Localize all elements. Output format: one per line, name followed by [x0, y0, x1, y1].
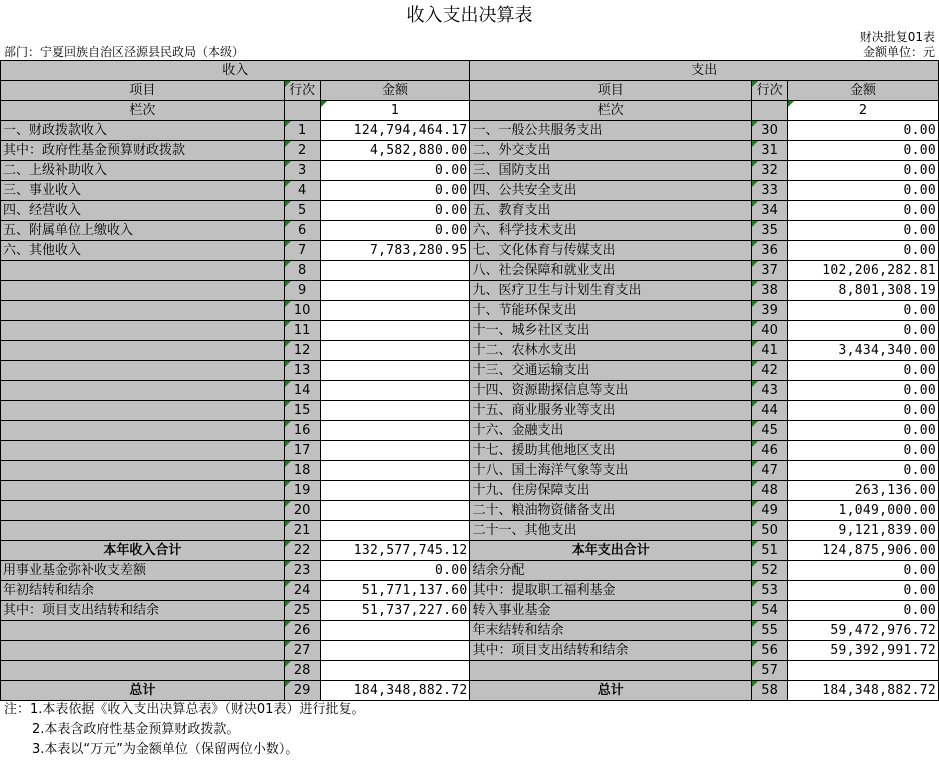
- expense-rowno-cell: 53: [752, 581, 788, 601]
- expense-rowno-cell: 58: [752, 681, 788, 701]
- income-item-cell: [1, 301, 285, 321]
- income-amount-cell: [320, 501, 470, 521]
- expense-item-header: 项目: [470, 81, 752, 101]
- income-rowno-cell: 12: [284, 341, 320, 361]
- expense-item-cell: 结余分配: [470, 561, 752, 581]
- expense-item-cell: 十七、援助其他地区支出: [470, 441, 752, 461]
- table-row: [1, 641, 939, 661]
- expense-item-cell: 七、文化体育与传媒支出: [470, 241, 752, 261]
- expense-item-cell: 十一、城乡社区支出: [470, 321, 752, 341]
- table-row: [1, 181, 939, 201]
- income-rowno-cell: 11: [284, 321, 320, 341]
- expense-rowno-cell: 48: [752, 481, 788, 501]
- expense-rowno-cell: 56: [752, 641, 788, 661]
- income-rowno-cell: 14: [284, 381, 320, 401]
- income-expense-table: [0, 60, 939, 701]
- income-item-cell: [1, 621, 285, 641]
- income-amount-cell: [320, 461, 470, 481]
- table-body: [1, 121, 939, 701]
- expense-amount-cell: 184,348,882.72: [788, 681, 939, 701]
- income-amount-cell: [320, 321, 470, 341]
- department-label: 部门：宁夏回族自治区泾源县民政局（本级）: [4, 45, 245, 59]
- expense-item-cell: 九、医疗卫生与计划生育支出: [470, 281, 752, 301]
- expense-amount-cell: 0.00: [788, 321, 939, 341]
- expense-item-cell: 十八、国土海洋气象等支出: [470, 461, 752, 481]
- table-row: [1, 141, 939, 161]
- expense-item-cell: 十、节能环保支出: [470, 301, 752, 321]
- expense-item-cell: 一、一般公共服务支出: [470, 121, 752, 141]
- expense-amount-cell: 9,121,839.00: [788, 521, 939, 541]
- expense-amount-cell: 102,206,282.81: [788, 261, 939, 281]
- income-rowno-cell: 6: [284, 221, 320, 241]
- income-rowno-cell: 15: [284, 401, 320, 421]
- table-row: [1, 361, 939, 381]
- expense-amount-cell: 0.00: [788, 361, 939, 381]
- income-item-cell: 四、经营收入: [1, 201, 285, 221]
- table-row: [1, 441, 939, 461]
- income-rowno-cell: 26: [284, 621, 320, 641]
- expense-rowno-cell: 51: [752, 541, 788, 561]
- income-amount-cell: 4,582,880.00: [320, 141, 470, 161]
- income-item-header: 项目: [1, 81, 285, 101]
- table-row: [1, 521, 939, 541]
- income-rowno-cell: 10: [284, 301, 320, 321]
- income-item-cell: 一、财政拨款收入: [1, 121, 285, 141]
- income-rowno-cell: 13: [284, 361, 320, 381]
- table-row: [1, 281, 939, 301]
- note-3: 3.本表以“万元”为金额单位（保留两位小数）。: [32, 742, 299, 757]
- income-rowno-cell: 1: [284, 121, 320, 141]
- income-item-cell: [1, 441, 285, 461]
- income-amount-header: 金额: [320, 81, 470, 101]
- income-amount-cell: 7,783,280.95: [320, 241, 470, 261]
- income-item-cell: 其中：项目支出结转和结余: [1, 601, 285, 621]
- expense-item-cell: 四、公共安全支出: [470, 181, 752, 201]
- expense-item-cell: 其中：提取职工福利基金: [470, 581, 752, 601]
- income-rowno-cell: 5: [284, 201, 320, 221]
- income-rowno-cell: 18: [284, 461, 320, 481]
- expense-item-cell: 十六、金融支出: [470, 421, 752, 441]
- income-amount-cell: [320, 281, 470, 301]
- expense-item-cell: 三、国防支出: [470, 161, 752, 181]
- income-rowno-cell: 16: [284, 421, 320, 441]
- expense-amount-cell: 1,049,000.00: [788, 501, 939, 521]
- expense-rowno-cell: 50: [752, 521, 788, 541]
- form-code: 财决批复01表: [859, 30, 935, 44]
- expense-amount-cell: 0.00: [788, 121, 939, 141]
- income-rowno-cell: 2: [284, 141, 320, 161]
- income-item-cell: [1, 361, 285, 381]
- expense-rowno-cell: 54: [752, 601, 788, 621]
- income-rowno-cell: 27: [284, 641, 320, 661]
- expense-amount-cell: 0.00: [788, 601, 939, 621]
- income-item-cell: [1, 481, 285, 501]
- income-amount-cell: [320, 361, 470, 381]
- expense-rowno-cell: 39: [752, 301, 788, 321]
- expense-item-cell: 其中：项目支出结转和结余: [470, 641, 752, 661]
- income-item-cell: 年初结转和结余: [1, 581, 285, 601]
- income-amount-cell: 0.00: [320, 221, 470, 241]
- expense-rowno-cell: 52: [752, 561, 788, 581]
- expense-amount-cell: 0.00: [788, 301, 939, 321]
- table-row: [1, 461, 939, 481]
- table-row: [1, 161, 939, 181]
- expense-amount-cell: 0.00: [788, 161, 939, 181]
- income-item-cell: [1, 661, 285, 681]
- table-row: [1, 321, 939, 341]
- income-item-cell: 五、附属单位上缴收入: [1, 221, 285, 241]
- expense-rowno-cell: 46: [752, 441, 788, 461]
- income-item-cell: [1, 381, 285, 401]
- expense-rowno-cell: 32: [752, 161, 788, 181]
- income-item-cell: [1, 341, 285, 361]
- income-amount-cell: [320, 301, 470, 321]
- expense-rowno-cell: 33: [752, 181, 788, 201]
- expense-rowno-cell: 42: [752, 361, 788, 381]
- income-item-cell: [1, 281, 285, 301]
- expense-item-cell: 十四、资源勘探信息等支出: [470, 381, 752, 401]
- table-row: [1, 401, 939, 421]
- income-rowno-cell: 17: [284, 441, 320, 461]
- expense-item-cell: 二十一、其他支出: [470, 521, 752, 541]
- income-amount-cell: [320, 401, 470, 421]
- table-row: [1, 421, 939, 441]
- expense-amount-cell: 0.00: [788, 201, 939, 221]
- table-row: [1, 581, 939, 601]
- expense-amount-cell: 0.00: [788, 241, 939, 261]
- expense-rowno-cell: 37: [752, 261, 788, 281]
- expense-rowno-cell: 44: [752, 401, 788, 421]
- table-row: [1, 341, 939, 361]
- expense-rowno-cell: 40: [752, 321, 788, 341]
- note-2: 2.本表含政府性基金预算财政拨款。: [32, 722, 240, 737]
- income-col-label: 栏次: [1, 101, 285, 121]
- expense-amount-cell: 0.00: [788, 581, 939, 601]
- expense-item-cell: 本年支出合计: [470, 541, 752, 561]
- income-rowno-header: 行次: [284, 81, 320, 101]
- income-item-cell: 用事业基金弥补收支差额: [1, 561, 285, 581]
- expense-amount-cell: 263,136.00: [788, 481, 939, 501]
- expense-item-cell: 转入事业基金: [470, 601, 752, 621]
- income-item-cell: [1, 321, 285, 341]
- table-row: [1, 221, 939, 241]
- table-row: [1, 561, 939, 581]
- income-amount-cell: 0.00: [320, 201, 470, 221]
- table-row: [1, 541, 939, 561]
- expense-amount-cell: 3,434,340.00: [788, 341, 939, 361]
- income-section-header: 收入: [1, 61, 470, 81]
- table-row: [1, 301, 939, 321]
- income-col-blank: [284, 101, 320, 121]
- income-amount-cell: [320, 521, 470, 541]
- income-amount-cell: 51,737,227.60: [320, 601, 470, 621]
- income-amount-cell: [320, 641, 470, 661]
- income-amount-cell: 51,771,137.60: [320, 581, 470, 601]
- expense-amount-cell: 0.00: [788, 141, 939, 161]
- table-row: [1, 481, 939, 501]
- table-row: [1, 241, 939, 261]
- expense-item-cell: 年末结转和结余: [470, 621, 752, 641]
- expense-rowno-cell: 30: [752, 121, 788, 141]
- expense-item-cell: 十五、商业服务业等支出: [470, 401, 752, 421]
- income-amount-cell: 0.00: [320, 561, 470, 581]
- income-item-cell: [1, 641, 285, 661]
- notes: [4, 700, 364, 760]
- income-amount-cell: [320, 441, 470, 461]
- income-rowno-cell: 22: [284, 541, 320, 561]
- table-row: [1, 661, 939, 681]
- income-rowno-cell: 29: [284, 681, 320, 701]
- expense-col-label: 栏次: [470, 101, 752, 121]
- expense-rowno-cell: 35: [752, 221, 788, 241]
- income-rowno-cell: 8: [284, 261, 320, 281]
- expense-rowno-cell: 47: [752, 461, 788, 481]
- expense-col-number: 2: [788, 101, 939, 121]
- income-item-cell: 六、其他收入: [1, 241, 285, 261]
- expense-rowno-cell: 41: [752, 341, 788, 361]
- income-amount-cell: 184,348,882.72: [320, 681, 470, 701]
- expense-rowno-cell: 55: [752, 621, 788, 641]
- expense-rowno-cell: 31: [752, 141, 788, 161]
- expense-amount-cell: 0.00: [788, 421, 939, 441]
- income-rowno-cell: 7: [284, 241, 320, 261]
- expense-rowno-header: 行次: [752, 81, 788, 101]
- income-col-number: 1: [320, 101, 470, 121]
- income-item-cell: [1, 421, 285, 441]
- income-amount-cell: [320, 341, 470, 361]
- expense-amount-cell: 124,875,906.00: [788, 541, 939, 561]
- income-rowno-cell: 9: [284, 281, 320, 301]
- expense-item-cell: 五、教育支出: [470, 201, 752, 221]
- income-amount-cell: [320, 661, 470, 681]
- expense-rowno-cell: 38: [752, 281, 788, 301]
- expense-amount-cell: 0.00: [788, 401, 939, 421]
- expense-amount-cell: 59,392,991.72: [788, 641, 939, 661]
- expense-item-cell: 十九、住房保障支出: [470, 481, 752, 501]
- expense-item-cell: 总计: [470, 681, 752, 701]
- table-row: [1, 681, 939, 701]
- expense-item-cell: 二十、粮油物资储备支出: [470, 501, 752, 521]
- income-rowno-cell: 19: [284, 481, 320, 501]
- expense-amount-cell: 0.00: [788, 181, 939, 201]
- expense-rowno-cell: 45: [752, 421, 788, 441]
- note-1: 注：1.本表依据《收入支出决算总表》（财决01表）进行批复。: [4, 702, 365, 717]
- income-amount-cell: [320, 481, 470, 501]
- income-rowno-cell: 28: [284, 661, 320, 681]
- income-item-cell: [1, 501, 285, 521]
- income-rowno-cell: 3: [284, 161, 320, 181]
- expense-amount-cell: 59,472,976.72: [788, 621, 939, 641]
- income-item-cell: [1, 261, 285, 281]
- income-amount-cell: [320, 381, 470, 401]
- income-amount-cell: 132,577,745.12: [320, 541, 470, 561]
- income-item-cell: [1, 521, 285, 541]
- expense-amount-cell: [788, 661, 939, 681]
- expense-rowno-cell: 43: [752, 381, 788, 401]
- income-item-cell: 其中：政府性基金预算财政拨款: [1, 141, 285, 161]
- income-amount-cell: 0.00: [320, 181, 470, 201]
- income-item-cell: [1, 401, 285, 421]
- expense-section-header: 支出: [470, 61, 939, 81]
- expense-col-blank: [752, 101, 788, 121]
- expense-amount-header: 金额: [788, 81, 939, 101]
- income-item-cell: 总计: [1, 681, 285, 701]
- expense-item-cell: 六、科学技术支出: [470, 221, 752, 241]
- expense-rowno-cell: 49: [752, 501, 788, 521]
- table-row: [1, 621, 939, 641]
- expense-item-cell: 十三、交通运输支出: [470, 361, 752, 381]
- expense-amount-cell: 0.00: [788, 441, 939, 461]
- expense-amount-cell: 0.00: [788, 381, 939, 401]
- table-row: [1, 601, 939, 621]
- expense-amount-cell: 8,801,308.19: [788, 281, 939, 301]
- unit-label: 金额单位：元: [862, 45, 935, 59]
- income-item-cell: [1, 461, 285, 481]
- income-rowno-cell: 25: [284, 601, 320, 621]
- table-row: [1, 121, 939, 141]
- page-title: 收入支出决算表: [406, 5, 533, 26]
- income-rowno-cell: 20: [284, 501, 320, 521]
- expense-item-cell: 八、社会保障和就业支出: [470, 261, 752, 281]
- expense-item-cell: 二、外交支出: [470, 141, 752, 161]
- table-row: [1, 201, 939, 221]
- expense-rowno-cell: 36: [752, 241, 788, 261]
- expense-rowno-cell: 34: [752, 201, 788, 221]
- expense-amount-cell: 0.00: [788, 461, 939, 481]
- expense-item-cell: 十二、农林水支出: [470, 341, 752, 361]
- table-row: [1, 501, 939, 521]
- expense-rowno-cell: 57: [752, 661, 788, 681]
- income-rowno-cell: 21: [284, 521, 320, 541]
- expense-amount-cell: 0.00: [788, 221, 939, 241]
- table-row: [1, 381, 939, 401]
- income-rowno-cell: 23: [284, 561, 320, 581]
- income-amount-cell: [320, 421, 470, 441]
- income-rowno-cell: 4: [284, 181, 320, 201]
- expense-item-cell: [470, 661, 752, 681]
- expense-amount-cell: 0.00: [788, 561, 939, 581]
- table-row: [1, 261, 939, 281]
- income-rowno-cell: 24: [284, 581, 320, 601]
- income-amount-cell: 124,794,464.17: [320, 121, 470, 141]
- income-amount-cell: [320, 261, 470, 281]
- income-item-cell: 本年收入合计: [1, 541, 285, 561]
- income-amount-cell: [320, 621, 470, 641]
- income-item-cell: 三、事业收入: [1, 181, 285, 201]
- income-item-cell: 二、上级补助收入: [1, 161, 285, 181]
- income-amount-cell: 0.00: [320, 161, 470, 181]
